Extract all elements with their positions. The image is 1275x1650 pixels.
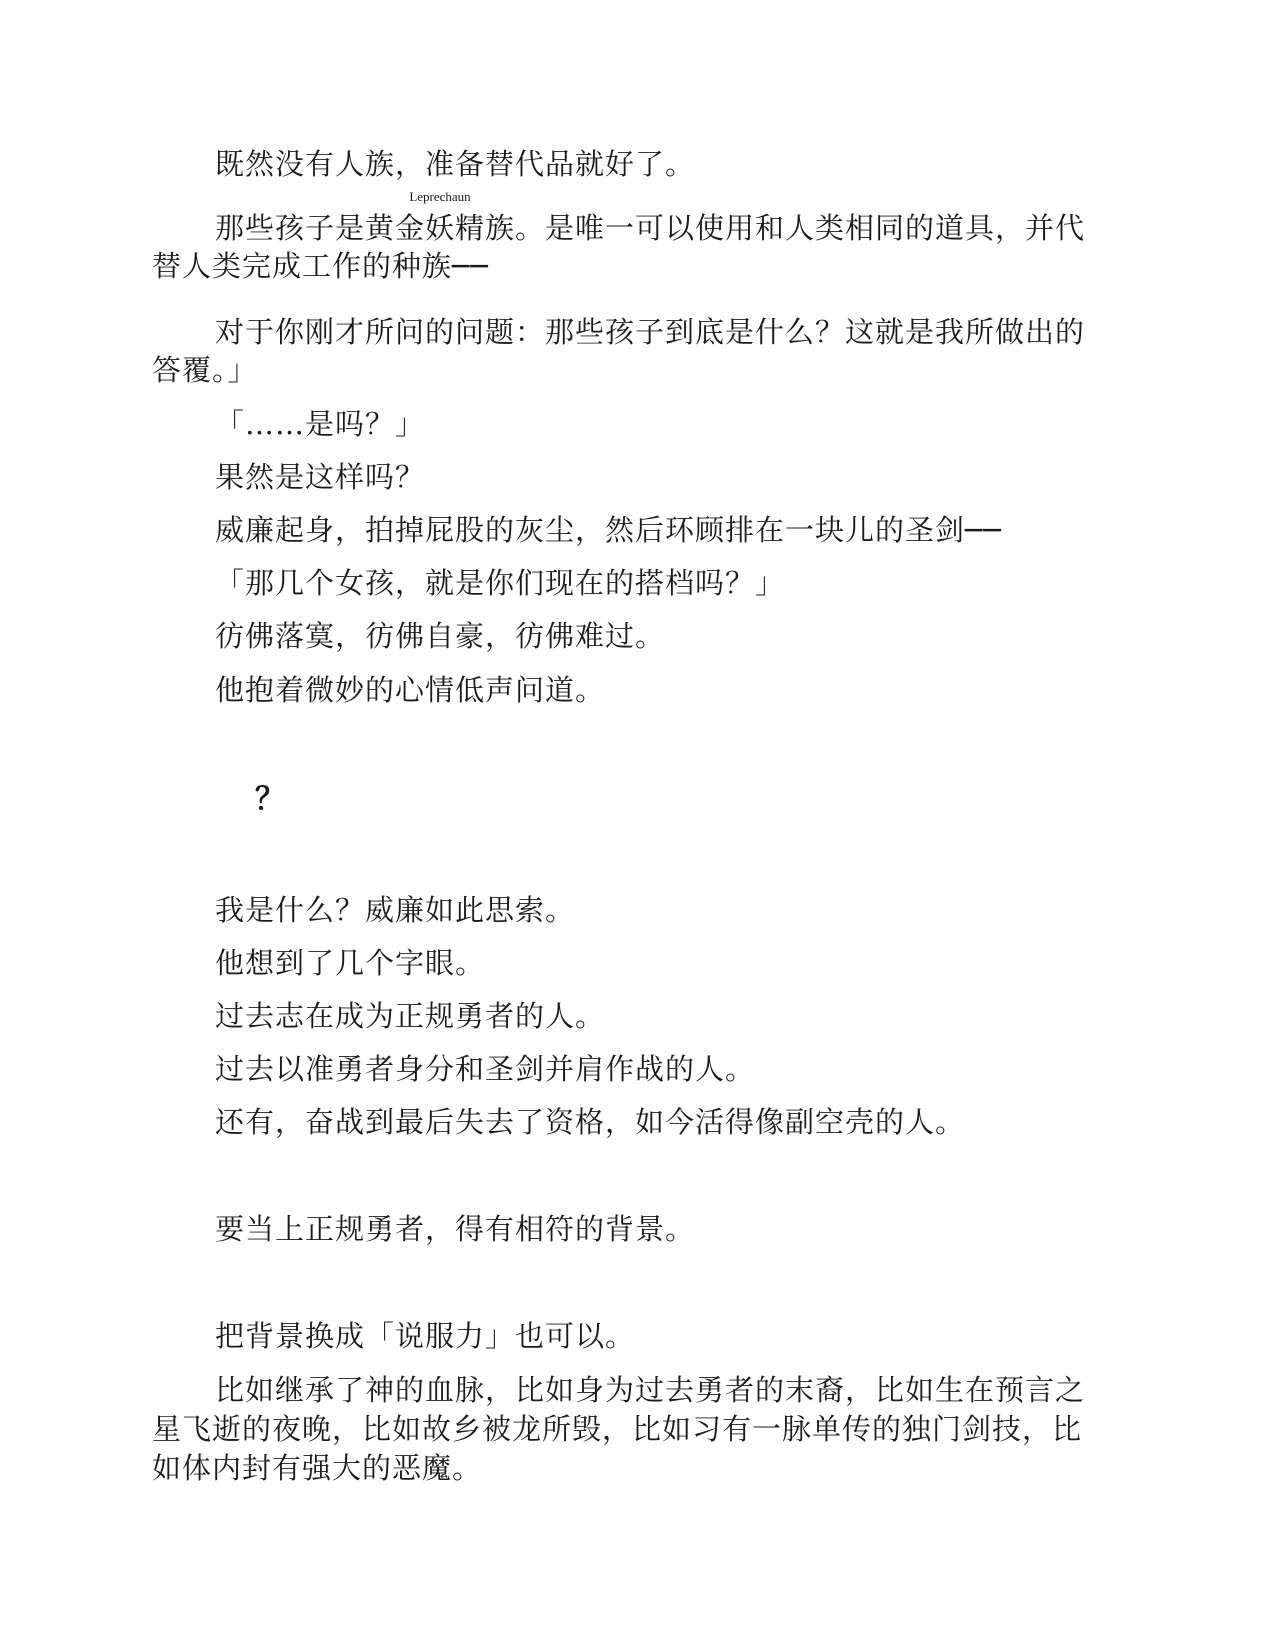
text-segment: 。是唯一可以使用和人类相同的道具，并代: [515, 211, 1086, 245]
paragraph-line: 对于你刚才所问的问题：那些孩子到底是什么？这就是我所做出的: [215, 315, 1086, 349]
paragraph-line: 过去以准勇者身分和圣剑并肩作战的人。: [215, 1052, 756, 1086]
paragraph-line: 如体内封有强大的恶魔。: [152, 1451, 483, 1485]
paragraph-line: 把背景换成「说服力」也可以。: [215, 1319, 636, 1353]
paragraph-line: 答覆。」: [152, 353, 258, 387]
paragraph-line: 比如继承了神的血脉，比如身为过去勇者的末裔，比如生在预言之: [215, 1373, 1086, 1407]
paragraph-line: 彷佛落寞，彷佛自豪，彷佛难过。: [215, 619, 666, 653]
paragraph-line: 替人类完成工作的种族──: [152, 249, 489, 283]
ruby-annotation: [365, 189, 516, 246]
ruby-text: Leprechaun: [409, 189, 471, 204]
paragraph-line: 还有，奋战到最后失去了资格，如今活得像副空壳的人。: [215, 1105, 966, 1139]
paragraph-line: 要当上正规勇者，得有相符的背景。: [215, 1212, 696, 1246]
paragraph-line: 他抱着微妙的心情低声问道。: [215, 673, 606, 707]
paragraph-line: 威廉起身，拍掉屁股的灰尘，然后环顾排在一块儿的圣剑──: [215, 513, 1002, 547]
section-break-mark: ？: [255, 783, 285, 816]
paragraph-line: 「那几个女孩，就是你们现在的搭档吗？」: [215, 566, 786, 600]
paragraph-line: 星飞逝的夜晚，比如故乡被龙所毁，比如习有一脉单传的独门剑技，比: [152, 1412, 1083, 1446]
paragraph-line: 他想到了几个字眼。: [215, 946, 486, 980]
paragraph-line: 过去志在成为正规勇者的人。: [215, 999, 606, 1033]
text-segment: 那些孩子是: [215, 211, 366, 245]
paragraph-line: 我是什么？威廉如此思索。: [215, 893, 576, 927]
ruby-base: 黄金妖精族: [365, 211, 516, 245]
paragraph-line: 果然是这样吗？: [215, 460, 426, 494]
paragraph-line: [215, 189, 1086, 246]
paragraph-line: 「……是吗？」: [215, 407, 426, 441]
paragraph-line: 既然没有人族，准备替代品就好了。: [215, 147, 696, 181]
